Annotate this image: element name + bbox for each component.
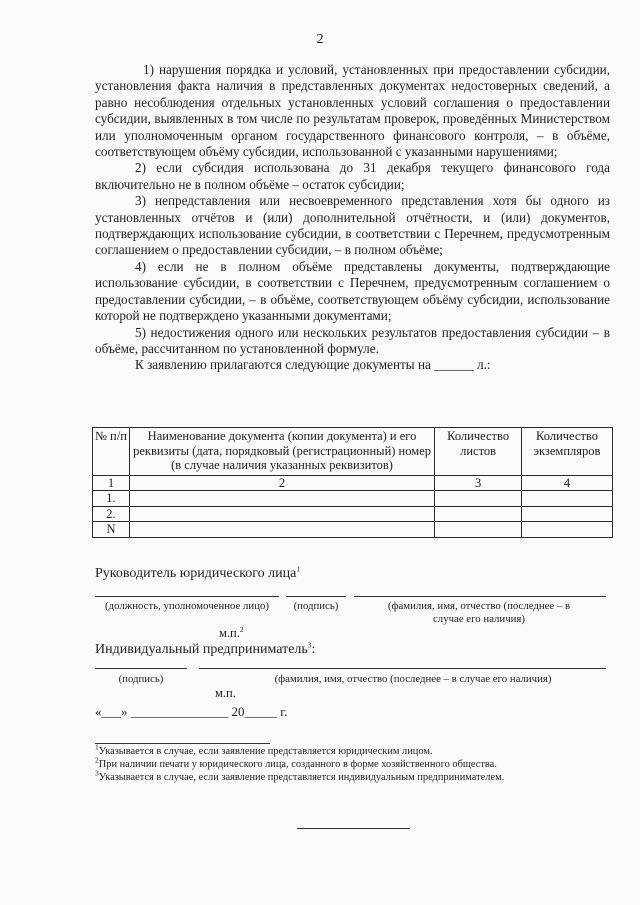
- paragraph-2: 2) если субсидия использована до 31 декабря текущего финансового года включительно не в полном объёме – остаток субсидии;: [95, 160, 610, 192]
- header-name: Наименование документа (копии документа) и его реквизиты (дата, порядковый (регистрационный) номер (в случае наличия указанных реквизитов): [129, 428, 434, 476]
- footnote-1: [95, 742, 605, 759]
- documents-table-wrap: [92, 427, 613, 538]
- row-name[interactable]: [129, 506, 434, 522]
- header-num: № п/п: [93, 428, 130, 476]
- header-sheets: Количество листов: [435, 428, 522, 476]
- entrepreneur-signature-field[interactable]: [95, 668, 187, 669]
- legal-entity-label: [95, 566, 300, 582]
- index-cell: 4: [522, 475, 613, 491]
- table-row: [93, 491, 613, 507]
- caption-name: (фамилия, имя, отчество (последнее – в случае его наличия): [387, 600, 571, 625]
- row-copies[interactable]: [522, 522, 613, 538]
- index-cell: 3: [435, 475, 522, 491]
- footnote-ref-1: 1: [296, 564, 301, 574]
- name-field[interactable]: [354, 596, 606, 597]
- page-number: 2: [316, 32, 324, 47]
- paragraph-4: 4) если не в полном объёме представлены документы, подтверждающие использование субсидии, в соответствии с Перечнем, предусмотренным соглашением о предоставлении субсидии, – в объёме, соответствующем объёму субсидии, использование которой не подтверждено указанными документами;: [95, 258, 610, 324]
- caption-entrepreneur-name: (фамилия, имя, отчество (последнее – в случае его наличия): [274, 673, 552, 685]
- document-body: [95, 62, 610, 374]
- signature-field[interactable]: [286, 596, 346, 597]
- footnote-text: Указывается в случае, если заявление представляется юридическим лицом.: [98, 746, 433, 757]
- header-copies: Количество экземпляров: [522, 428, 613, 476]
- stamp-label: м.п.: [219, 626, 240, 640]
- caption-entrepreneur-signature: (подпись): [118, 673, 164, 685]
- entrepreneur-stamp-label: м.п.: [215, 686, 236, 700]
- footnote-text: При наличии печати у юридического лица, созданного в форме хозяйственного общества.: [98, 758, 497, 770]
- stamp-place: [219, 626, 244, 641]
- footnote-ref-2: 2: [239, 624, 244, 634]
- footnote-3: [95, 768, 605, 785]
- entrepreneur-colon: :: [311, 642, 316, 657]
- documents-table: [92, 427, 613, 538]
- footnote-mark: 3: [95, 768, 99, 778]
- footnote-text: Указывается в случае, если заявление представляется индивидуальным предпринимателем.: [98, 771, 505, 783]
- caption-signature: (подпись): [293, 600, 339, 612]
- row-num: 2.: [93, 506, 130, 522]
- caption-position: (должность, уполномоченное лицо): [105, 600, 269, 612]
- entrepreneur-name-field[interactable]: [199, 668, 606, 669]
- row-num: 1.: [93, 491, 130, 507]
- row-sheets[interactable]: [435, 491, 522, 507]
- paragraph-3: 3) непредставления или несвоевременного представления хотя бы одного из установленных отчётов и (или) дополнительной отчётности, и (или) документов, подтверждающих использование субсидии, в соответствии с Перечнем, предусмотренным соглашением о предоставлении субсидии, – в полном объёме;: [95, 193, 610, 258]
- row-sheets[interactable]: [435, 506, 522, 522]
- table-row: [93, 522, 613, 538]
- attachments-intro: К заявлению прилагаются следующие документы на ______ л.:: [135, 357, 491, 373]
- index-cell: 2: [129, 475, 434, 491]
- paragraph-1: 1) нарушения порядка и условий, установленных при предоставлении субсидии, установления факта наличия в представленных документах недостоверных сведений, а равно несоблюдения отдельных установленных условий соглашения о предоставлении субсидии, выявленных в том числе по результатам проверок, проведённых Министерством или уполномоченным органом государственного финансового контроля, – в объёме, соответствующем объёму субсидии, использованной с указанными нарушениями;: [95, 62, 610, 160]
- row-copies[interactable]: [522, 491, 613, 507]
- date-line[interactable]: «___» _______________ 20_____ г.: [95, 704, 288, 719]
- table-row: [93, 506, 613, 522]
- footnote-mark: 2: [95, 755, 99, 765]
- legal-entity-label-text: Руководитель юридического лица: [95, 566, 297, 581]
- table-header-row: [93, 428, 613, 476]
- row-name[interactable]: [129, 522, 434, 538]
- paragraph-5: 5) недостижения одного или нескольких результатов предоставления субсидии – в объёме, рассчитанном по установленной формуле.: [95, 324, 610, 356]
- footnote-mark: 1: [95, 742, 99, 752]
- footnote-ref-3: 3: [307, 640, 312, 650]
- table-index-row: [93, 475, 613, 491]
- entrepreneur-label: [95, 642, 315, 658]
- row-name[interactable]: [129, 491, 434, 507]
- position-field[interactable]: [95, 596, 279, 597]
- row-copies[interactable]: [522, 506, 613, 522]
- row-num: N: [93, 522, 130, 538]
- row-sheets[interactable]: [435, 522, 522, 538]
- footnote-separator: [95, 743, 270, 744]
- footnote-2: [95, 755, 605, 772]
- entrepreneur-label-text: Индивидуальный предприниматель: [95, 642, 308, 657]
- footnotes: [95, 743, 605, 784]
- bottom-divider: [297, 828, 410, 829]
- index-cell: 1: [93, 475, 130, 491]
